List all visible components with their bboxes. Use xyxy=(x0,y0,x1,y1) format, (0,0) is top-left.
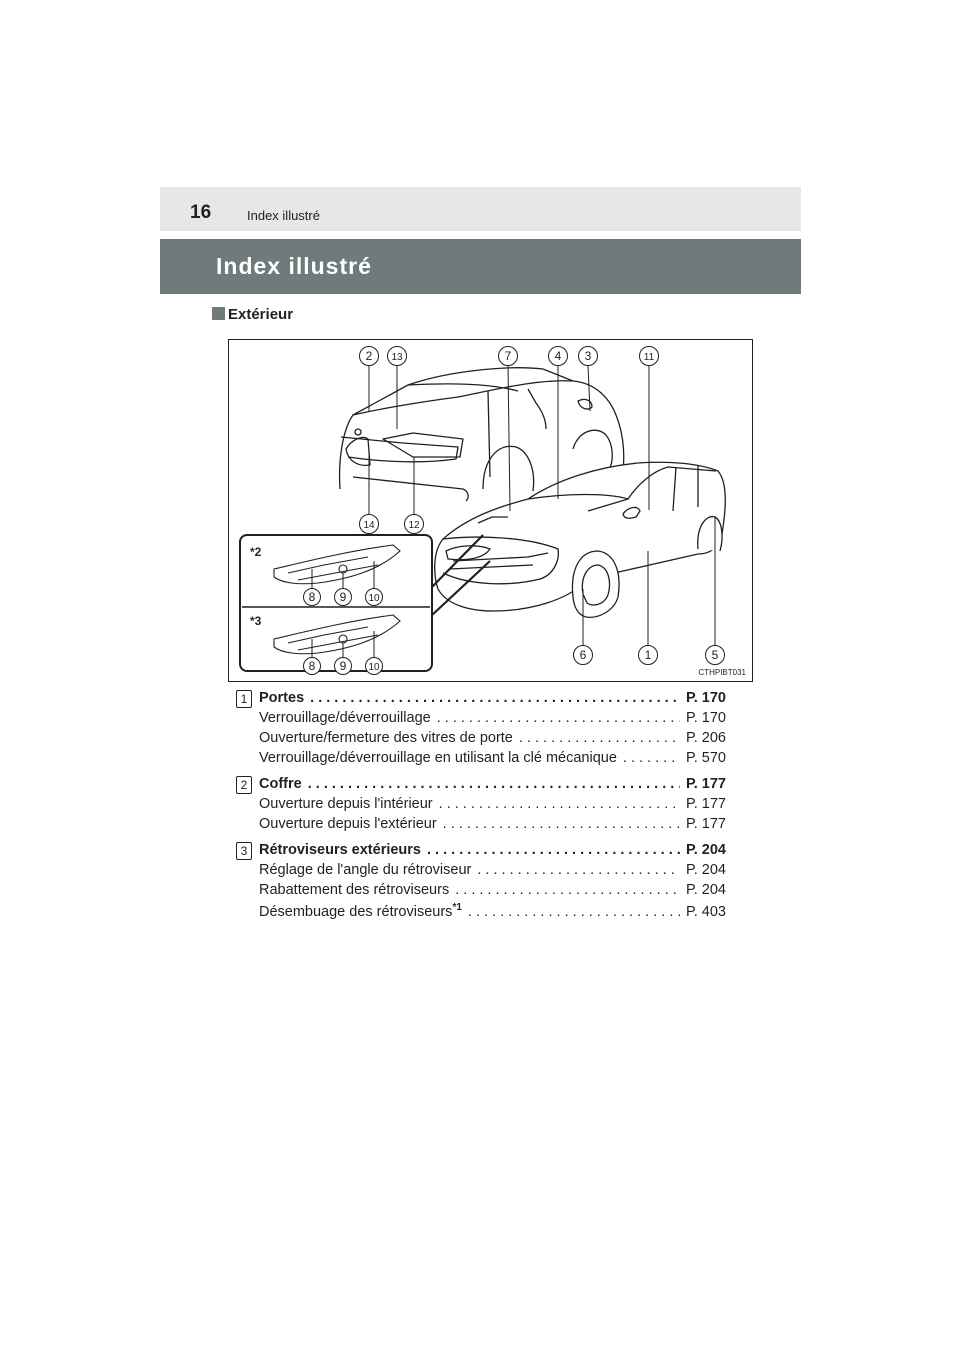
sub-item-page-ref: P. 204 xyxy=(685,882,726,898)
entry-sub-row[interactable] xyxy=(259,816,726,836)
callout-number: 5 xyxy=(711,648,719,662)
entry-main-row[interactable] xyxy=(259,776,726,796)
entry-number-badge: 3 xyxy=(236,842,252,860)
callout-number: 4 xyxy=(554,349,562,363)
index-entry xyxy=(236,842,726,922)
leader-dots xyxy=(439,796,680,812)
entry-sub-row[interactable] xyxy=(259,862,726,882)
index-entries xyxy=(236,690,726,927)
section-heading-label: Extérieur xyxy=(228,306,294,323)
leader-dots xyxy=(519,730,680,746)
sub-item-label xyxy=(259,902,462,920)
sub-item-label: Ouverture/fermeture des vitres de porte xyxy=(259,730,513,746)
callout-number: 6 xyxy=(579,648,587,662)
leader-dots xyxy=(477,862,680,878)
entry-main-row[interactable] xyxy=(259,690,726,710)
callout-number: 11 xyxy=(643,352,655,363)
figure-code: CTHPIBT031 xyxy=(698,668,746,677)
entry-title: Rétroviseurs extérieurs xyxy=(259,842,421,858)
inset-marker-2: *2 xyxy=(250,545,262,559)
inset-marker-3: *3 xyxy=(250,614,262,628)
exterior-illustration xyxy=(228,339,753,682)
entry-sub-row[interactable] xyxy=(259,710,726,730)
callout-number: 3 xyxy=(584,349,592,363)
callout-number: 8 xyxy=(308,659,316,673)
leader-dots xyxy=(468,904,680,920)
sub-item-page-ref: P. 403 xyxy=(685,903,726,920)
callout-number: 13 xyxy=(391,352,403,363)
entry-sub-row[interactable] xyxy=(259,796,726,816)
section-heading xyxy=(212,306,293,323)
sub-item-page-ref: P. 177 xyxy=(685,816,726,832)
entry-title: Portes xyxy=(259,690,305,706)
sub-item-label: Réglage de l'angle du rétroviseur xyxy=(259,862,472,878)
index-entry xyxy=(236,690,726,770)
sub-item-page-ref: P. 206 xyxy=(685,730,726,746)
entry-sub-row[interactable] xyxy=(259,750,726,770)
leader-dots xyxy=(623,750,680,766)
callout-number: 10 xyxy=(368,662,380,673)
callout-number: 12 xyxy=(408,520,420,531)
entry-number-badge: 1 xyxy=(236,690,252,708)
callout-number: 8 xyxy=(308,590,316,604)
sub-item-page-ref: P. 177 xyxy=(685,796,726,812)
leader-dots xyxy=(308,776,680,792)
sub-item-page-ref: P. 204 xyxy=(685,862,726,878)
entry-page-ref: P. 204 xyxy=(685,842,726,858)
entry-sub-row[interactable] xyxy=(259,730,726,750)
sub-item-label: Ouverture depuis l'intérieur xyxy=(259,796,433,812)
entry-sub-row[interactable] xyxy=(259,902,726,922)
leader-dots xyxy=(427,842,680,858)
sub-item-label: Verrouillage/déverrouillage xyxy=(259,710,431,726)
entry-sub-row[interactable] xyxy=(259,882,726,902)
sub-item-label: Verrouillage/déverrouillage en utilisant la clé mécanique xyxy=(259,750,617,766)
entry-title: Coffre xyxy=(259,776,302,792)
index-entry xyxy=(236,776,726,836)
leader-dots xyxy=(443,816,680,832)
callout-number: 7 xyxy=(504,349,512,363)
leader-dots xyxy=(455,882,680,898)
entry-number-badge: 2 xyxy=(236,776,252,794)
section-square-icon xyxy=(212,307,225,320)
title-band xyxy=(160,239,801,294)
callout-number: 1 xyxy=(644,648,652,662)
leader-dots xyxy=(310,690,680,706)
footnote-marker: *1 xyxy=(452,902,462,913)
sub-item-page-ref: P. 170 xyxy=(685,710,726,726)
entry-page-ref: P. 170 xyxy=(685,690,726,706)
sub-item-label: Ouverture depuis l'extérieur xyxy=(259,816,437,832)
callout-number: 9 xyxy=(339,659,347,673)
callout-number: 14 xyxy=(363,520,375,531)
page-title: Index illustré xyxy=(216,253,372,279)
sub-item-page-ref: P. 570 xyxy=(685,750,726,766)
sub-item-label: Rabattement des rétroviseurs xyxy=(259,882,450,898)
callout-number: 2 xyxy=(365,349,373,363)
entry-page-ref: P. 177 xyxy=(685,776,726,792)
callout-number: 10 xyxy=(368,593,380,604)
sub-item-label-text: Désembuage des rétroviseurs xyxy=(259,903,453,920)
running-head: Index illustré xyxy=(247,208,320,223)
page-number: 16 xyxy=(190,202,212,223)
leader-dots xyxy=(437,710,680,726)
callout-number: 9 xyxy=(339,590,347,604)
entry-main-row[interactable] xyxy=(259,842,726,862)
